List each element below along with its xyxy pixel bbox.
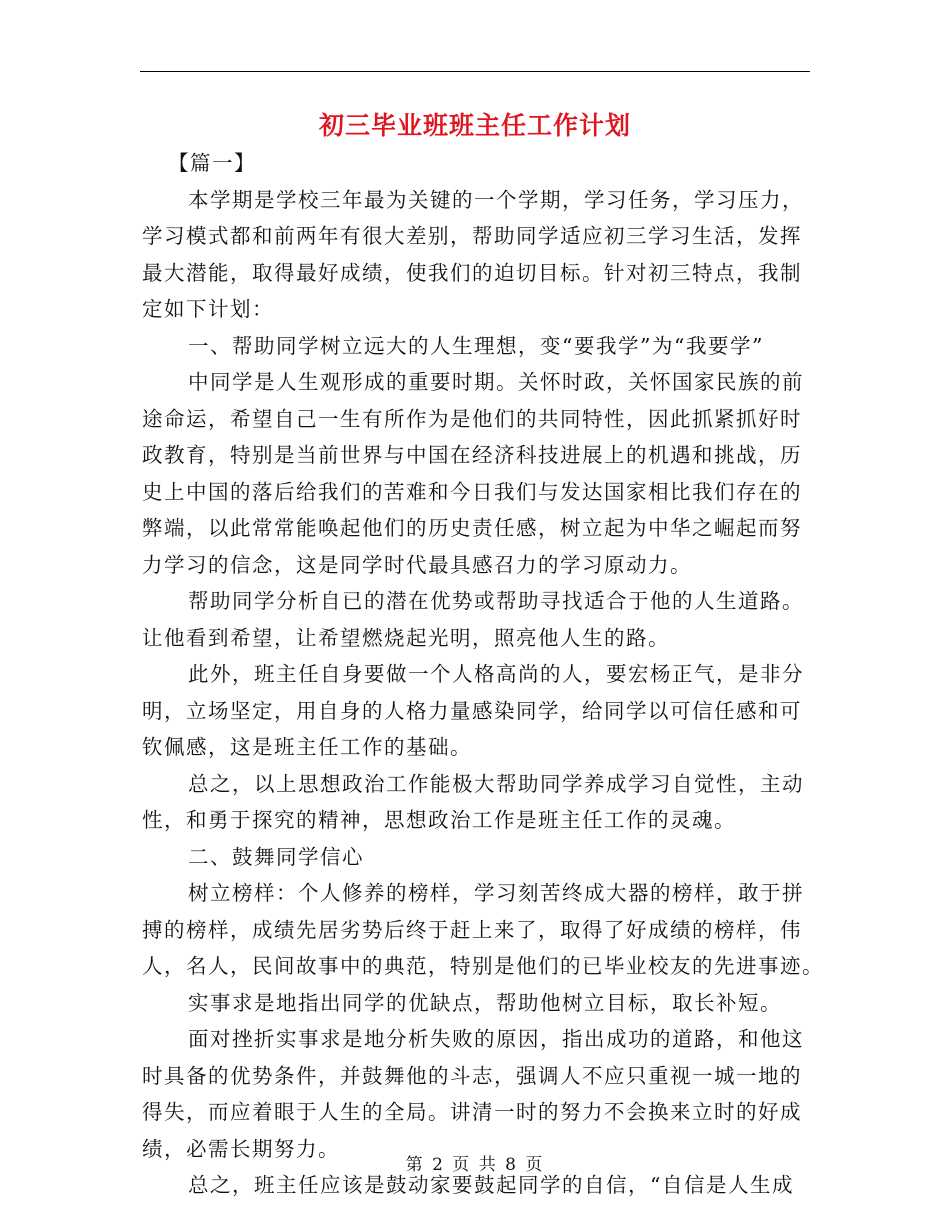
text-line: 钦佩感，这是班主任工作的基础。 (142, 735, 472, 759)
text-line: 帮助同学分析自已的潜在优势或帮助寻找适合于他的人生道路。 (188, 589, 804, 613)
text-line: 时具备的优势条件，并鼓舞他的斗志，强调人不应只重视一城一地的 (142, 1063, 802, 1088)
text-line: 明，立场坚定，用自身的人格力量感染同学，给同学以可信任感和可 (142, 698, 802, 723)
text-line: 绩，必需长期努力。 (142, 1136, 340, 1161)
text-line: 面对挫折实事求是地分析失败的原因，指出成功的道路，和他这 (188, 1027, 804, 1051)
text-line: 搏的榜样，成绩先居劣势后终于赶上来了，取得了好成绩的榜样，伟 (142, 917, 802, 942)
text-line: 【篇一】 (168, 151, 256, 175)
text-line: 本学期是学校三年最为关键的一个学期，学习任务，学习压力， (188, 187, 804, 212)
text-line: 总之，以上思想政治工作能极大帮助同学养成学习自觉性，主动 (188, 771, 804, 796)
document-body (142, 145, 824, 1204)
text-line: 途命运，希望自己一生有所作为是他们的共同特性，因此抓紧抓好时 (142, 406, 802, 431)
text-line: 此外，班主任自身要做一个人格高尚的人，要宏杨正气，是非分 (188, 662, 804, 686)
text-line: 让他看到希望，让希望燃烧起光明，照亮他人生的路。 (142, 625, 670, 650)
text-line: 性，和勇于探究的精神，思想政治工作是班主任工作的灵魂。 (142, 808, 736, 832)
document-title: 初三毕业班班主任工作计划 (318, 111, 631, 140)
text-line: 树立榜样：个人修养的榜样，学习刻苦终成大器的榜样，敢于拼 (188, 881, 804, 905)
text-line: 二、鼓舞同学信心 (188, 844, 364, 869)
text-line: 力学习的信念，这是同学时代最具感召力的学习原动力。 (142, 552, 692, 577)
text-line: 政教育，特别是当前世界与中国在经济科技进展上的机遇和挑战，历 (142, 443, 802, 467)
text-line: 人，名人，民间故事中的典范，特别是他们的已毕业校友的先进事迹。 (142, 954, 824, 978)
text-line: 弊端，以此常常能唤起他们的历史责任感，树立起为中华之崛起而努 (142, 516, 802, 540)
text-line: 一、帮助同学树立远大的人生理想，变“要我学”为“我要学” (188, 333, 764, 358)
text-line: 得失，而应着眼于人生的全局。讲清一时的努力不会换来立时的好成 (142, 1100, 802, 1124)
text-line: 史上中国的落后给我们的苦难和今日我们与发达国家相比我们存在的 (142, 479, 802, 504)
page-footer: 第 2 页 共 8 页 (405, 1155, 545, 1175)
text-line: 实事求是地指出同学的优缺点，帮助他树立目标，取长补短。 (188, 990, 782, 1015)
text-line: 最大潜能，取得最好成绩，使我们的迫切目标。针对初三特点，我制 (142, 260, 802, 285)
header-rule (140, 71, 810, 72)
text-line: 定如下计划： (142, 297, 274, 321)
text-line: 中同学是人生观形成的重要时期。关怀时政，关怀国家民族的前 (188, 370, 804, 394)
text-line: 总之，班主任应该是鼓动家要鼓起同学的自信，“自信是人生成 (188, 1173, 794, 1197)
text-line: 学习模式都和前两年有很大差别，帮助同学适应初三学习生活，发挥 (142, 224, 802, 248)
